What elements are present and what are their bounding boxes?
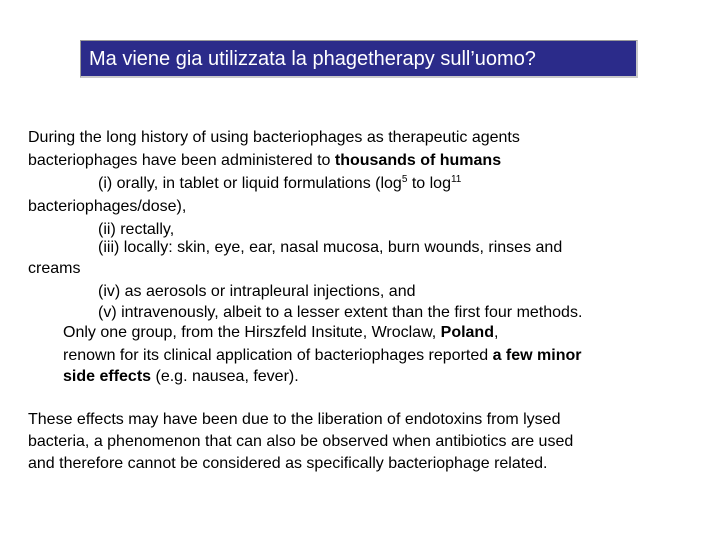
intro-line-2 [28,151,501,171]
effects-line-1: These effects may have been due to the liberation of endotoxins from lysed [28,411,561,428]
item-aerosol: (iv) as aerosols or intrapleural injections, and [98,283,416,300]
item-oral-sup-1: 5 [401,174,408,185]
item-oral [98,174,461,194]
slide-title: Ma viene gia utilizzata la phagetherapy sull’uomo? [89,48,536,70]
title-box [80,40,638,78]
item-oral-mid: to log [407,175,451,192]
only-group-line-1 [63,323,498,343]
only-group-country: Poland [440,324,494,341]
item-intravenous: (v) intravenously, albeit to a lesser extent than the first four methods. [98,304,583,321]
item-local-cont: creams [28,260,81,277]
effects-line-3: and therefore cannot be considered as specifically bacteriophage related. [28,455,548,472]
only-group-comma: , [493,324,499,341]
item-oral-cont: bacteriophages/dose), [28,198,187,215]
only-group-line-3 [63,367,299,387]
effects-line-2: bacteria, a phenomenon that can also be observed when antibiotics are used [28,433,574,450]
item-local: (iii) locally: skin, eye, ear, nasal mucosa, burn wounds, rinses and [98,239,563,256]
intro-emphasis: thousands of humans [334,152,502,169]
only-group-line-2 [63,346,581,366]
only-group-text: Only one group, from the Hirszfeld Insitute, Wroclaw, [63,324,441,341]
side-effects-text: (e.g. nausea, fever). [151,368,299,385]
item-oral-sup-2: 11 [450,174,462,185]
item-oral-text: (i) orally, in tablet or liquid formulations (log [98,175,402,192]
only-group-text-2: renown for its clinical application of bacteriophages reported [63,347,493,364]
intro-line-1: During the long history of using bacteriophages as therapeutic agents [28,129,520,146]
item-rectal: (ii) rectally, [98,221,175,238]
side-effects-emphasis: side effects [63,368,152,385]
only-group-emphasis: a few minor [492,347,582,364]
intro-text: bacteriophages have been administered to [28,152,335,169]
